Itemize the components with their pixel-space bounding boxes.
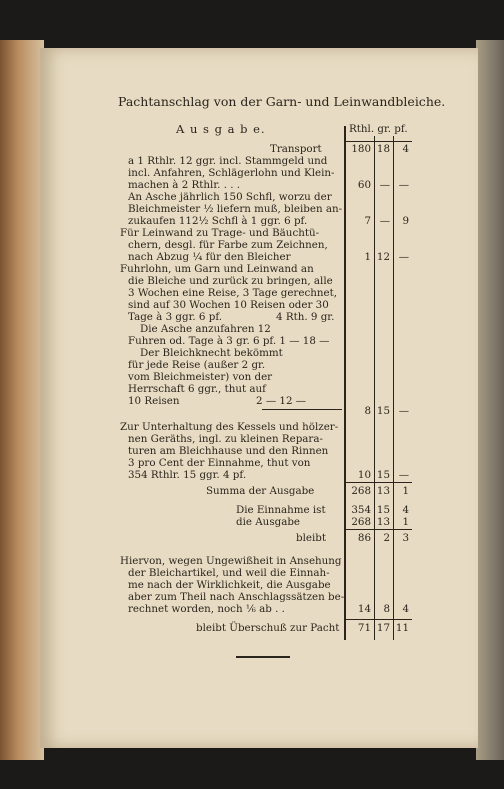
text-line: An Asche jährlich 150 Schfl, worzu der: [128, 191, 332, 203]
gr-value: 17: [376, 622, 390, 634]
pf-value: 11: [395, 622, 409, 634]
text-line: turen am Bleichhause und den Rinnen: [128, 445, 329, 457]
rthl-value: 86: [357, 532, 371, 544]
pf-value: 4: [402, 603, 409, 615]
inline-amount: 2 — 12 —: [256, 395, 307, 407]
gr-value: 13: [376, 485, 390, 497]
pf-value: 1: [402, 485, 409, 497]
page-title: Pachtanschlag von der Garn- und Leinwandbleiche.: [118, 94, 446, 109]
table-rule: [374, 136, 375, 640]
gr-value: 12: [376, 251, 390, 263]
gr-value: 13: [376, 516, 390, 528]
gr-value: —: [379, 179, 390, 191]
rthl-value: 71: [357, 622, 371, 634]
table-rule: [393, 136, 394, 640]
text-line: aber zum Theil nach Anschlagssätzen be-: [128, 591, 345, 603]
text-line: für jede Reise (außer 2 gr.: [128, 359, 266, 371]
rthl-value: 7: [364, 215, 371, 227]
rthl-value: 268: [351, 516, 371, 528]
text-line: machen à 2 Rthlr. . . .: [128, 179, 241, 191]
text-line: Fuhrlohn, um Garn und Leinwand an: [120, 263, 314, 275]
pf-value: 9: [402, 215, 409, 227]
text-line: Die Asche anzufahren 12: [140, 323, 271, 335]
gr-value: 15: [376, 405, 390, 417]
text-line: a 1 Rthlr. 12 ggr. incl. Stammgeld und: [128, 155, 328, 167]
rthl-value: 180: [351, 143, 371, 155]
rule: [346, 529, 412, 530]
text-line: Zur Unterhaltung des Kessels und hölzer-: [120, 421, 339, 433]
text-line: Bleichmeister ½ liefern muß, bleiben an-: [128, 203, 343, 215]
column-header: Rthl. gr. pf.: [349, 123, 408, 135]
text-line: bleibt: [296, 532, 327, 544]
text-line: der Bleichartikel, und weil die Einnah-: [128, 567, 330, 579]
text-line: 354 Rthlr. 15 ggr. 4 pf.: [128, 469, 247, 481]
rthl-value: 1: [364, 251, 371, 263]
text-line: Der Bleichknecht bekömmt: [140, 347, 283, 359]
gr-value: 18: [376, 143, 390, 155]
pf-value: 1: [402, 516, 409, 528]
rule: [346, 141, 412, 142]
closing-rule: [236, 656, 290, 658]
pf-value: 3: [402, 532, 409, 544]
text-line: Herrschaft 6 ggr., thut auf: [128, 383, 266, 395]
pf-value: —: [398, 251, 409, 263]
pf-value: 4: [402, 504, 409, 516]
text-line: Die Einnahme ist: [236, 504, 326, 516]
rthl-value: 10: [357, 469, 371, 481]
gr-value: 8: [383, 603, 390, 615]
pf-value: —: [398, 469, 409, 481]
text-line: 3 Wochen eine Reise, 3 Tage gerechnet,: [128, 287, 337, 299]
text-line: Fuhren od. Tage à 3 gr. 6 pf. 1 — 18 —: [128, 335, 330, 347]
text-line: sind auf 30 Wochen 10 Reisen oder 30: [128, 299, 329, 311]
rthl-value: 60: [357, 179, 371, 191]
text-line: Hiervon, wegen Ungewißheit in Ansehung: [120, 555, 342, 567]
text-line: Summa der Ausgabe: [206, 485, 315, 497]
gr-value: 2: [383, 532, 390, 544]
text-line: bleibt Überschuß zur Pacht: [196, 622, 340, 634]
text-line: chern, desgl. für Farbe zum Zeichnen,: [128, 239, 328, 251]
text-line: die Bleiche und zurück zu bringen, alle: [128, 275, 333, 287]
pf-value: —: [398, 179, 409, 191]
text-line: die Ausgabe: [236, 516, 301, 528]
text-line: 10 Reisen: [128, 395, 180, 407]
gr-value: 15: [376, 504, 390, 516]
page-edge: [476, 40, 504, 760]
table-rule: [344, 126, 346, 640]
gr-value: 15: [376, 469, 390, 481]
text-line: me nach der Wirklichkeit, die Ausgabe: [128, 579, 331, 591]
rule: [346, 619, 412, 620]
rthl-value: 8: [364, 405, 371, 417]
text-line: 3 pro Cent der Einnahme, thut von: [128, 457, 311, 469]
text-line: nen Geräths, ingl. zu kleinen Repara-: [128, 433, 323, 445]
pf-value: 4: [402, 143, 409, 155]
gr-value: —: [379, 215, 390, 227]
section-heading: A u s g a b e.: [176, 122, 266, 136]
rthl-value: 268: [351, 485, 371, 497]
book-spine: [0, 40, 44, 760]
text-line: Tage à 3 ggr. 6 pf.: [128, 311, 223, 323]
rule: [346, 482, 412, 483]
pf-value: —: [398, 405, 409, 417]
text-line: zukaufen 112½ Schfl à 1 ggr. 6 pf.: [128, 215, 308, 227]
text-line: incl. Anfahren, Schlägerlohn und Klein-: [128, 167, 335, 179]
rule: [262, 409, 342, 410]
text-line: Für Leinwand zu Trage- und Bäuchtü-: [120, 227, 320, 239]
text-line: Transport: [270, 143, 322, 155]
inline-amount: 4 Rth. 9 gr.: [276, 311, 335, 323]
book-page: [40, 48, 478, 748]
rthl-value: 14: [357, 603, 371, 615]
text-line: vom Bleichmeister) von der: [128, 371, 273, 383]
rthl-value: 354: [351, 504, 371, 516]
text-line: nach Abzug ¼ für den Bleicher: [128, 251, 291, 263]
text-line: rechnet worden, noch ⅙ ab . .: [128, 603, 285, 615]
